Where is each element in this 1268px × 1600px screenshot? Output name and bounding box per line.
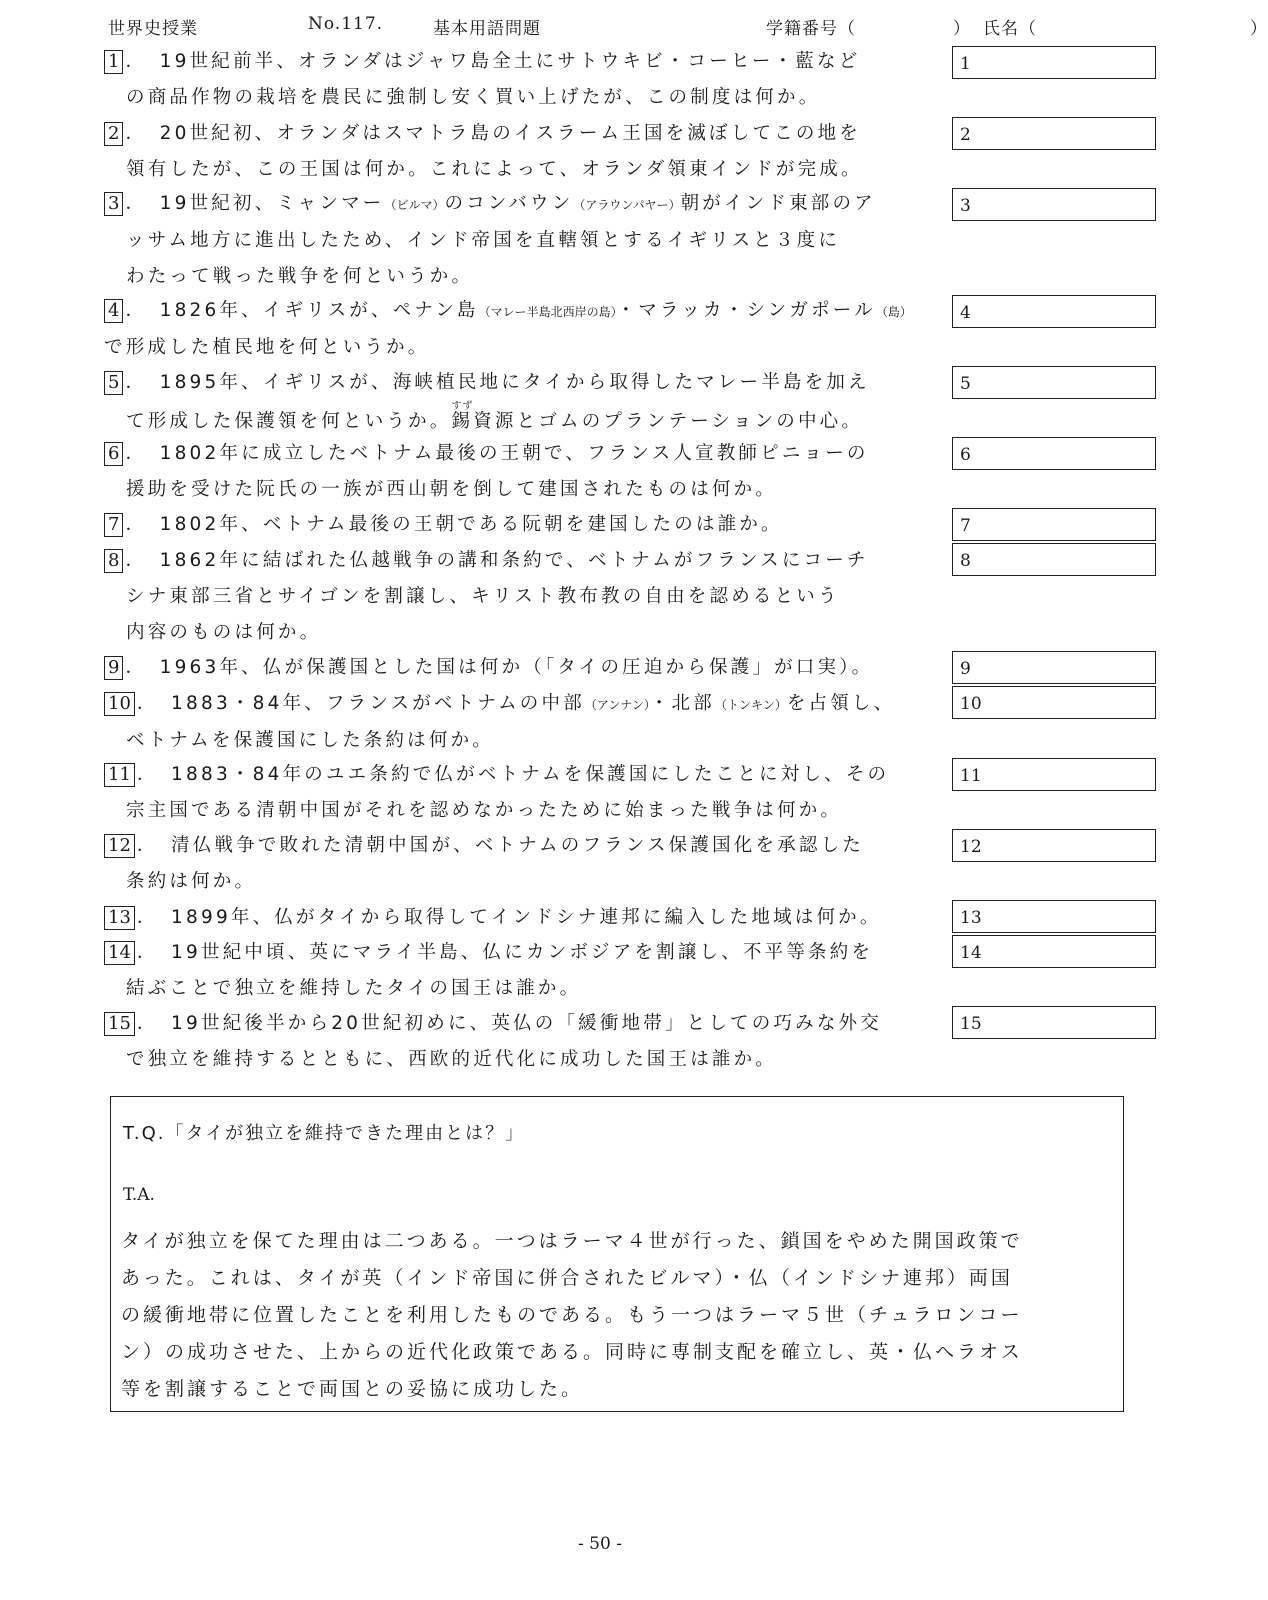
question-number: 9 — [104, 656, 123, 680]
question-text: ． 1883・84年のユエ条約で仏がベトナムを保護国にしたことに対し、その — [136, 764, 890, 785]
worksheet-title: 基本用語問題 — [433, 19, 541, 39]
answer-line: ン）の成功させた、上からの近代化政策である。同時に専制支配を確立し、英・仏へラオス — [121, 1341, 1023, 1363]
question-text: 資源とゴムのプランテーションの中心。 — [473, 411, 864, 432]
answer-box-13[interactable]: 13 — [952, 900, 1156, 933]
question-text: ・マラッカ・シンガポール — [616, 300, 876, 321]
question-text: のコンバウン — [444, 193, 574, 214]
answer-box-3[interactable]: 3 — [952, 188, 1156, 221]
question-text: ． 1862年に結ばれた仏越戦争の講和条約で、ベトナムがフランスにコーチ — [125, 550, 869, 571]
question-10 — [104, 686, 949, 759]
student-id-close: ） — [953, 19, 971, 39]
question-number: 3 — [104, 192, 123, 216]
answer-box-10[interactable]: 10 — [952, 686, 1156, 719]
question-text: 結ぶことで独立を維持したタイの国王は誰か。 — [126, 978, 582, 999]
question-text: で独立を維持するとともに、西欧的近代化に成功した国王は誰か。 — [126, 1049, 778, 1070]
question-text: ． 1963年、仏が保護国とした国は何か（「タイの圧迫から保護」が口実）。 — [125, 657, 874, 678]
note-penang: （マレー半島北西岸の島） — [478, 305, 617, 319]
worksheet-number: No.117. — [308, 14, 384, 34]
answer-box-2[interactable]: 2 — [952, 117, 1156, 150]
question-text: ． 20世紀初、オランダはスマトラ島のイスラーム王国を滅ぼしてこの地を — [125, 123, 861, 144]
question-15 — [104, 1006, 949, 1078]
question-13 — [104, 900, 949, 936]
answer-line: あった。これは、タイが英（インド帝国に併合されたビルマ）・仏（インドシナ連邦）両国 — [121, 1267, 1013, 1289]
question-text: 条約は何か。 — [126, 871, 257, 892]
question-text: で形成した植民地を何というか。 — [104, 337, 430, 358]
answer-box-6[interactable]: 6 — [952, 437, 1156, 470]
question-text: 宗主国である清朝中国がそれを認めなかったために始まった戦争は何か。 — [126, 800, 843, 821]
question-text: ． 19世紀初、ミャンマー — [125, 193, 385, 214]
answer-box-1[interactable]: 1 — [952, 46, 1156, 79]
answer-box-9[interactable]: 9 — [952, 651, 1156, 684]
question-text: ． 清仏戦争で敗れた清朝中国が、ベトナムのフランス保護国化を承認した — [136, 835, 864, 856]
name-close: ） — [1250, 19, 1268, 39]
question-text: シナ東部三省とサイゴンを割譲し、キリスト教布教の自由を認めるという — [126, 586, 840, 607]
answer-line: 等を割譲することで両国との妥協に成功した。 — [121, 1378, 584, 1400]
question-text: ． 1883・84年、フランスがベトナムの中部 — [136, 693, 585, 714]
note-alaungpaya: （アラウンパヤー） — [573, 198, 681, 212]
answer-box-8[interactable]: 8 — [952, 543, 1156, 576]
question-5 — [104, 365, 949, 440]
thinking-question: T.Q.「タイが独立を維持できた理由とは？」 — [123, 1123, 526, 1144]
question-number: 2 — [104, 122, 123, 146]
question-number: 13 — [104, 906, 135, 930]
question-number: 10 — [104, 692, 135, 716]
question-text: わたって戦った戦争を何というか。 — [126, 266, 474, 287]
question-text: て形成した保護領を何というか。 — [126, 411, 452, 432]
question-text: ッサム地方に進出したため、インド帝国を直轄領とするイギリスと３度に — [126, 230, 841, 251]
name-label: 氏名（ — [983, 19, 1037, 39]
answer-box-7[interactable]: 7 — [952, 508, 1156, 541]
note-burma: （ビルマ） — [384, 198, 445, 212]
question-4 — [104, 293, 949, 366]
question-number: 6 — [104, 442, 123, 466]
question-7 — [104, 507, 949, 543]
question-text: ． 19世紀後半から20世紀初めに、英仏の「緩衝地帯」としての巧みな外交 — [136, 1013, 882, 1034]
question-14 — [104, 935, 949, 1007]
worksheet-header — [108, 14, 1268, 44]
question-text: ． 19世紀前半、オランダはジャワ島全土にサトウキビ・コーヒー・藍など — [125, 51, 861, 72]
question-text: を占領し、 — [786, 693, 896, 714]
question-text: ・北部 — [649, 693, 715, 714]
answer-box-5[interactable]: 5 — [952, 366, 1156, 399]
question-1 — [104, 44, 949, 116]
question-number: 7 — [104, 513, 123, 537]
thinking-answer-text — [121, 1223, 1121, 1408]
question-2 — [104, 116, 949, 188]
thinking-question-box — [110, 1096, 1124, 1412]
question-text: ． 19世紀中頃、英にマライ半島、仏にカンボジアを割譲し、不平等条約を — [136, 942, 874, 963]
question-number: 14 — [104, 941, 135, 965]
question-text: ． 1802年に成立したベトナム最後の王朝で、フランス人宣教師ピニョーの — [125, 443, 869, 464]
note-annam: （アンナン） — [584, 698, 650, 712]
question-11 — [104, 757, 949, 829]
course-title: 世界史授業 — [108, 19, 198, 39]
question-number: 5 — [104, 371, 123, 395]
answer-box-11[interactable]: 11 — [952, 758, 1156, 791]
question-text: 援助を受けた阮氏の一族が西山朝を倒して建国されたものは何か。 — [126, 479, 778, 500]
tin-word: 錫すず — [451, 401, 474, 432]
answer-box-4[interactable]: 4 — [952, 295, 1156, 328]
question-text: 内容のものは何か。 — [126, 622, 322, 643]
question-text: ベトナムを保護国にした条約は何か。 — [126, 730, 494, 751]
thinking-answer-label: T.A. — [123, 1185, 155, 1205]
note-tonkin: （トンキン） — [714, 698, 787, 712]
page-number: - 50 - — [578, 1534, 622, 1554]
student-id-label: 学籍番号（ — [766, 19, 856, 39]
question-number: 12 — [104, 834, 135, 858]
question-text: ． 1899年、仏がタイから取得してインドシナ連邦に編入した地域は何か。 — [136, 907, 882, 928]
note-island: （島） — [875, 305, 912, 319]
question-8 — [104, 543, 949, 651]
question-text: ． 1826年、イギリスが、ペナン島 — [125, 300, 479, 321]
question-text: ． 1802年、ベトナム最後の王朝である阮朝を建国したのは誰か。 — [125, 514, 783, 535]
question-text: 領有したが、この王国は何か。これによって、オランダ領東インドが完成。 — [126, 159, 863, 180]
answer-box-12[interactable]: 12 — [952, 829, 1156, 862]
question-text: の商品作物の栽培を農民に強制し安く買い上げたが、この制度は何か。 — [126, 87, 821, 108]
question-text: 朝がインド東部のア — [680, 193, 876, 214]
question-number: 1 — [104, 50, 123, 74]
question-3 — [104, 186, 949, 295]
question-number: 11 — [104, 763, 135, 787]
question-number: 4 — [104, 299, 123, 323]
question-6 — [104, 436, 949, 508]
question-number: 8 — [104, 549, 123, 573]
tin-ruby: すず — [451, 401, 474, 412]
answer-box-14[interactable]: 14 — [952, 935, 1156, 968]
question-number: 15 — [104, 1012, 135, 1036]
question-12 — [104, 828, 949, 900]
answer-box-15[interactable]: 15 — [952, 1006, 1156, 1039]
answer-line: の緩衝地帯に位置したことを利用したものである。もう一つはラーマ５世（チュラロンコー — [121, 1304, 1023, 1326]
question-text: ． 1895年、イギリスが、海峡植民地にタイから取得したマレー半島を加え — [125, 372, 870, 393]
answer-line: タイが独立を保てた理由は二つある。一つはラーマ４世が行った、鎖国をやめた開国政策で — [121, 1230, 1023, 1252]
question-9 — [104, 650, 949, 686]
